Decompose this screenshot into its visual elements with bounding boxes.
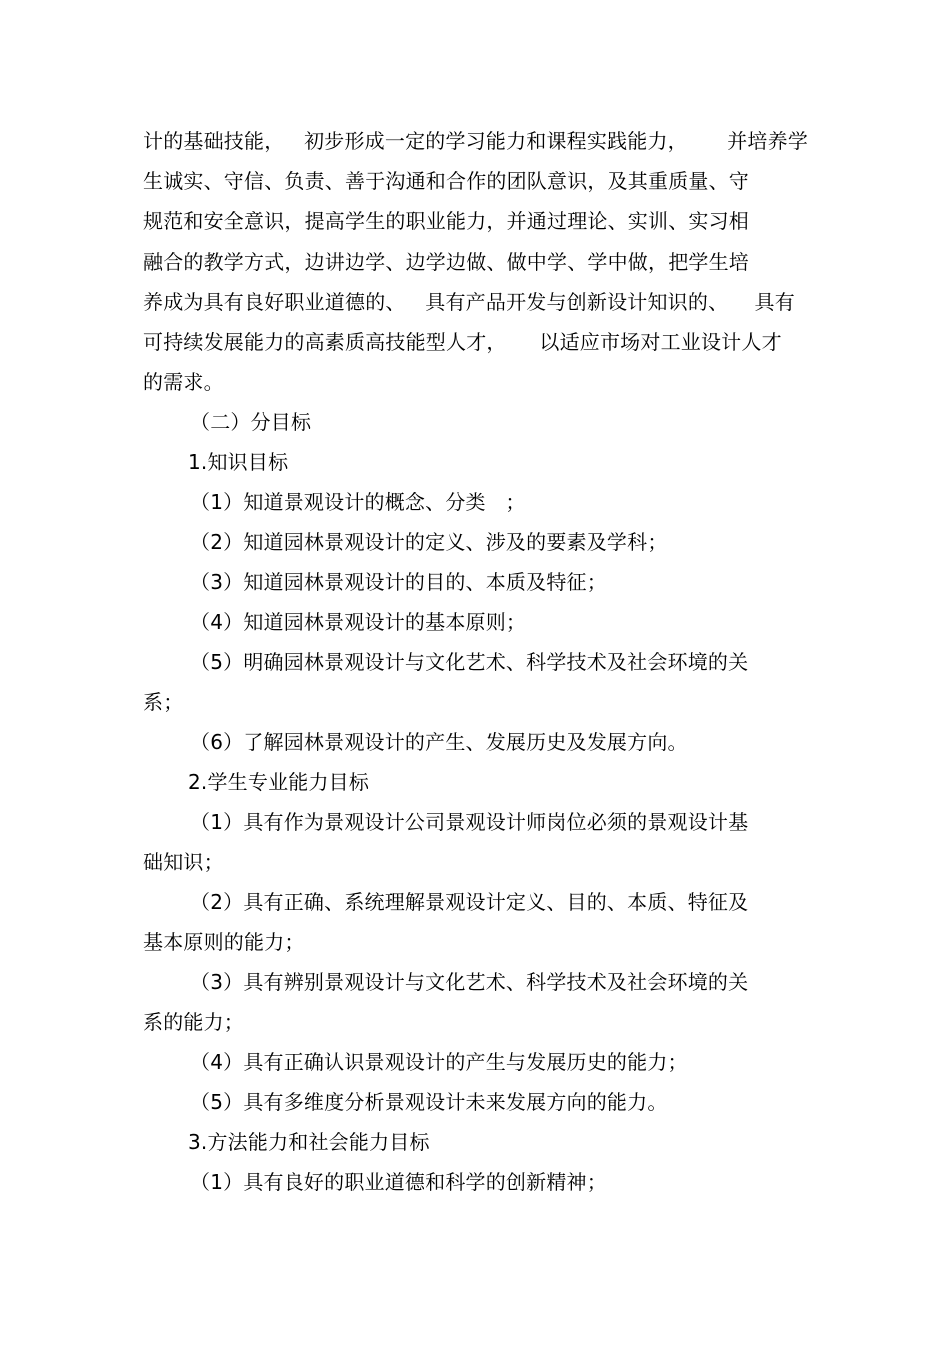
list-item: （6）了解园林景观设计的产生、发展历史及发展方向。 bbox=[190, 730, 688, 754]
list-item: （4）知道园林景观设计的基本原则； bbox=[190, 610, 527, 634]
subsection-heading: 2.学生专业能力目标 bbox=[188, 770, 370, 794]
paragraph-line: 规范和安全意识，提高学生的职业能力，并通过理论、实训、实习相 bbox=[143, 209, 749, 233]
list-item: （2）知道园林景观设计的定义、涉及的要素及学科； bbox=[190, 530, 668, 554]
list-item: （3）知道园林景观设计的目的、本质及特征； bbox=[190, 570, 607, 594]
list-item: （5）明确园林景观设计与文化艺术、科学技术及社会环境的关 bbox=[190, 650, 749, 674]
list-item: （5）具有多维度分析景观设计未来发展方向的能力。 bbox=[190, 1090, 668, 1114]
list-item: （1）具有作为景观设计公司景观设计师岗位必须的景观设计基 bbox=[190, 810, 749, 834]
list-item: （4）具有正确认识景观设计的产生与发展历史的能力； bbox=[190, 1050, 688, 1074]
paragraph-line: 计的基础技能， 初步形成一定的学习能力和课程实践能力， 并培养学 bbox=[143, 129, 809, 153]
paragraph-line: 融合的教学方式，边讲边学、边学边做、做中学、学中做，把学生培 bbox=[143, 250, 749, 274]
list-item-continuation: 础知识； bbox=[143, 850, 224, 874]
list-item: （1）知道景观设计的概念、分类 ； bbox=[190, 490, 526, 514]
list-item: （1）具有良好的职业道德和科学的创新精神； bbox=[190, 1170, 607, 1194]
list-item: （2）具有正确、系统理解景观设计定义、目的、本质、特征及 bbox=[190, 890, 749, 914]
paragraph-line: 的需求。 bbox=[143, 370, 224, 394]
list-item-continuation: 基本原则的能力； bbox=[143, 930, 305, 954]
paragraph-line: 养成为具有良好职业道德的、 具有产品开发与创新设计知识的、 具有 bbox=[143, 290, 795, 314]
list-item: （3）具有辨别景观设计与文化艺术、科学技术及社会环境的关 bbox=[190, 970, 749, 994]
paragraph-line: 可持续发展能力的高素质高技能型人才， 以适应市场对工业设计人才 bbox=[143, 330, 782, 354]
list-item-continuation: 系的能力； bbox=[143, 1010, 244, 1034]
subsection-heading: 3.方法能力和社会能力目标 bbox=[188, 1130, 430, 1154]
section-heading: （二）分目标 bbox=[190, 410, 312, 434]
paragraph-line: 生诚实、守信、负责、善于沟通和合作的团队意识，及其重质量、守 bbox=[143, 169, 749, 193]
subsection-heading: 1.知识目标 bbox=[188, 450, 289, 474]
list-item-continuation: 系； bbox=[143, 690, 184, 714]
